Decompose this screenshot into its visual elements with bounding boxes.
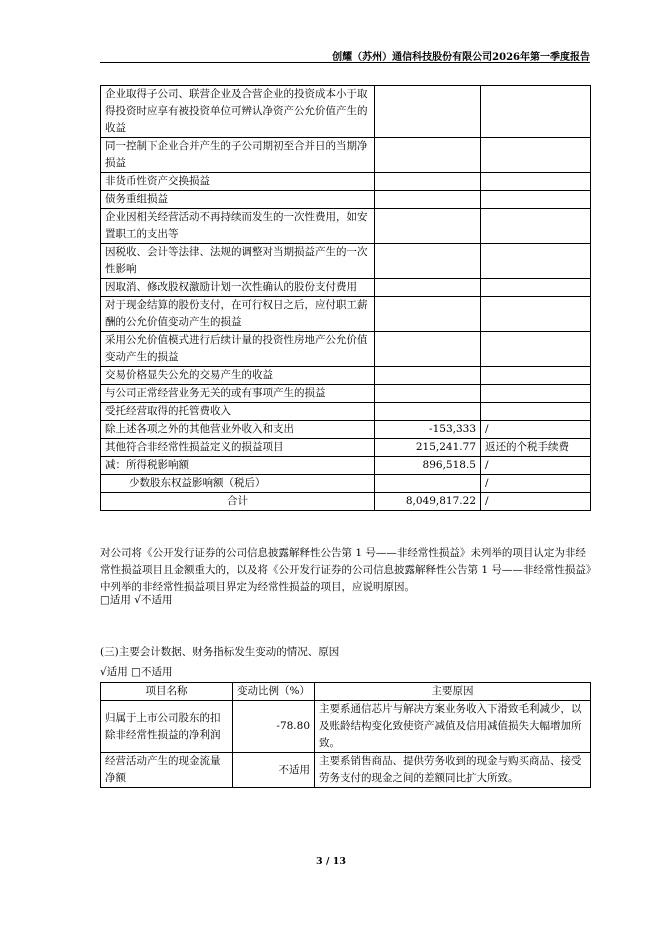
changes-table — [100, 682, 591, 788]
item-name: 其他符合非经常性损益定义的损益项目 — [101, 439, 375, 457]
amount — [375, 332, 481, 367]
note: 返还的个税手续费 — [481, 439, 591, 457]
table-row — [101, 191, 591, 209]
item-name: 同一控制下企业合并产生的子公司期初至合并日的当期净损益 — [101, 138, 375, 173]
amount — [375, 244, 481, 279]
amount — [375, 173, 481, 191]
table-row — [101, 297, 591, 332]
applicability-options: □适用 √不适用 — [100, 594, 173, 606]
table-row — [101, 475, 591, 493]
note — [481, 367, 591, 385]
total-note: / — [481, 493, 591, 511]
item-name: 归属于上市公司股东的扣除非经常性损益的净利润 — [101, 701, 233, 753]
table-row — [101, 701, 591, 753]
header-item-name: 项目名称 — [101, 683, 233, 701]
item-name: 因取消、修改股权激励计划一次性确认的股份支付费用 — [101, 279, 375, 297]
item-name: 除上述各项之外的其他营业外收入和支出 — [101, 421, 375, 439]
table-row — [101, 138, 591, 173]
amount: -153,333 — [375, 421, 481, 439]
item-name: 对于现金结算的股份支付，在可行权日之后，应付职工薪酬的公允价值变动产生的损益 — [101, 297, 375, 332]
amount — [375, 191, 481, 209]
item-name: 减：所得税影响额 — [101, 457, 375, 475]
table-row — [101, 385, 591, 403]
table-row — [101, 439, 591, 457]
item-name: 受托经营取得的托管费收入 — [101, 403, 375, 421]
header-main-reason: 主要原因 — [315, 683, 591, 701]
item-name: 债务重组损益 — [101, 191, 375, 209]
table-row — [101, 403, 591, 421]
section-options: √适用 □不适用 — [100, 666, 173, 678]
note — [481, 209, 591, 244]
table-row — [101, 244, 591, 279]
amount — [375, 138, 481, 173]
table-row — [101, 173, 591, 191]
table-row — [101, 332, 591, 367]
change-ratio: -78.80 — [233, 701, 315, 753]
table-row — [101, 86, 591, 138]
item-name: 少数股东权益影响额（税后） — [101, 475, 375, 493]
main-reason: 主要系通信芯片与解决方案业务收入下滑致毛利减少，以及账龄结构变化致使资产减值及信用减值损失大幅增加所致。 — [315, 701, 591, 753]
amount — [375, 367, 481, 385]
header-change-ratio: 变动比例（%） — [233, 683, 315, 701]
amount — [375, 475, 481, 493]
note — [481, 332, 591, 367]
total-amount: 8,049,817.22 — [375, 493, 481, 511]
changes-table-header — [101, 683, 591, 701]
note — [481, 86, 591, 138]
note — [481, 279, 591, 297]
table-row — [101, 367, 591, 385]
amount — [375, 385, 481, 403]
item-name: 因税收、会计等法律、法规的调整对当期损益产生的一次性影响 — [101, 244, 375, 279]
note — [481, 297, 591, 332]
note: / — [481, 475, 591, 493]
amount — [375, 86, 481, 138]
page-number: 3 / 13 — [316, 856, 346, 867]
table-row — [101, 209, 591, 244]
table-row — [101, 457, 591, 475]
note — [481, 385, 591, 403]
header-rule — [100, 62, 590, 63]
section-title: (三)主要会计数据、财务指标发生变动的情况、原因 — [100, 646, 340, 658]
main-reason: 主要系销售商品、提供劳务收到的现金与购买商品、接受劳务支付的现金之间的差额同比扩大所致。 — [315, 753, 591, 788]
note — [481, 173, 591, 191]
note — [481, 244, 591, 279]
table-row — [101, 421, 591, 439]
table-row — [101, 279, 591, 297]
amount — [375, 403, 481, 421]
item-name: 交易价格显失公允的交易产生的收益 — [101, 367, 375, 385]
item-name: 企业取得子公司、联营企业及合营企业的投资成本小于取得投资时应享有被投资单位可辨认净资产公允价值产生的收益 — [101, 86, 375, 138]
page-header: 创耀（苏州）通信科技股份有限公司2026年第一季度报告 — [332, 52, 590, 63]
note: / — [481, 421, 591, 439]
item-name: 企业因相关经营活动不再持续而发生的一次性费用，如安置职工的支出等 — [101, 209, 375, 244]
amount — [375, 279, 481, 297]
non-recurring-items-table — [100, 85, 591, 511]
item-name: 非货币性资产交换损益 — [101, 173, 375, 191]
total-row — [101, 493, 591, 511]
total-label: 合计 — [101, 493, 375, 511]
note: / — [481, 457, 591, 475]
amount — [375, 297, 481, 332]
item-name: 采用公允价值模式进行后续计量的投资性房地产公允价值变动产生的损益 — [101, 332, 375, 367]
explanation-paragraph: 对公司将《公开发行证券的公司信息披露解释性公告第 1 号——非经常性损益》未列举的项目认定为非经常性损益项目且金额重大的，以及将《公开发行证券的公司信息披露解释性公告第 1 号——非经常性损益》中列举的非经常性损益项目界定为经常性损益的项目，应说明原因。 — [100, 547, 592, 593]
amount: 896,518.5 — [375, 457, 481, 475]
change-ratio: 不适用 — [233, 753, 315, 788]
table-row — [101, 753, 591, 788]
note — [481, 403, 591, 421]
amount: 215,241.77 — [375, 439, 481, 457]
note — [481, 191, 591, 209]
amount — [375, 209, 481, 244]
note — [481, 138, 591, 173]
item-name: 与公司正常经营业务无关的或有事项产生的损益 — [101, 385, 375, 403]
item-name: 经营活动产生的现金流量净额 — [101, 753, 233, 788]
